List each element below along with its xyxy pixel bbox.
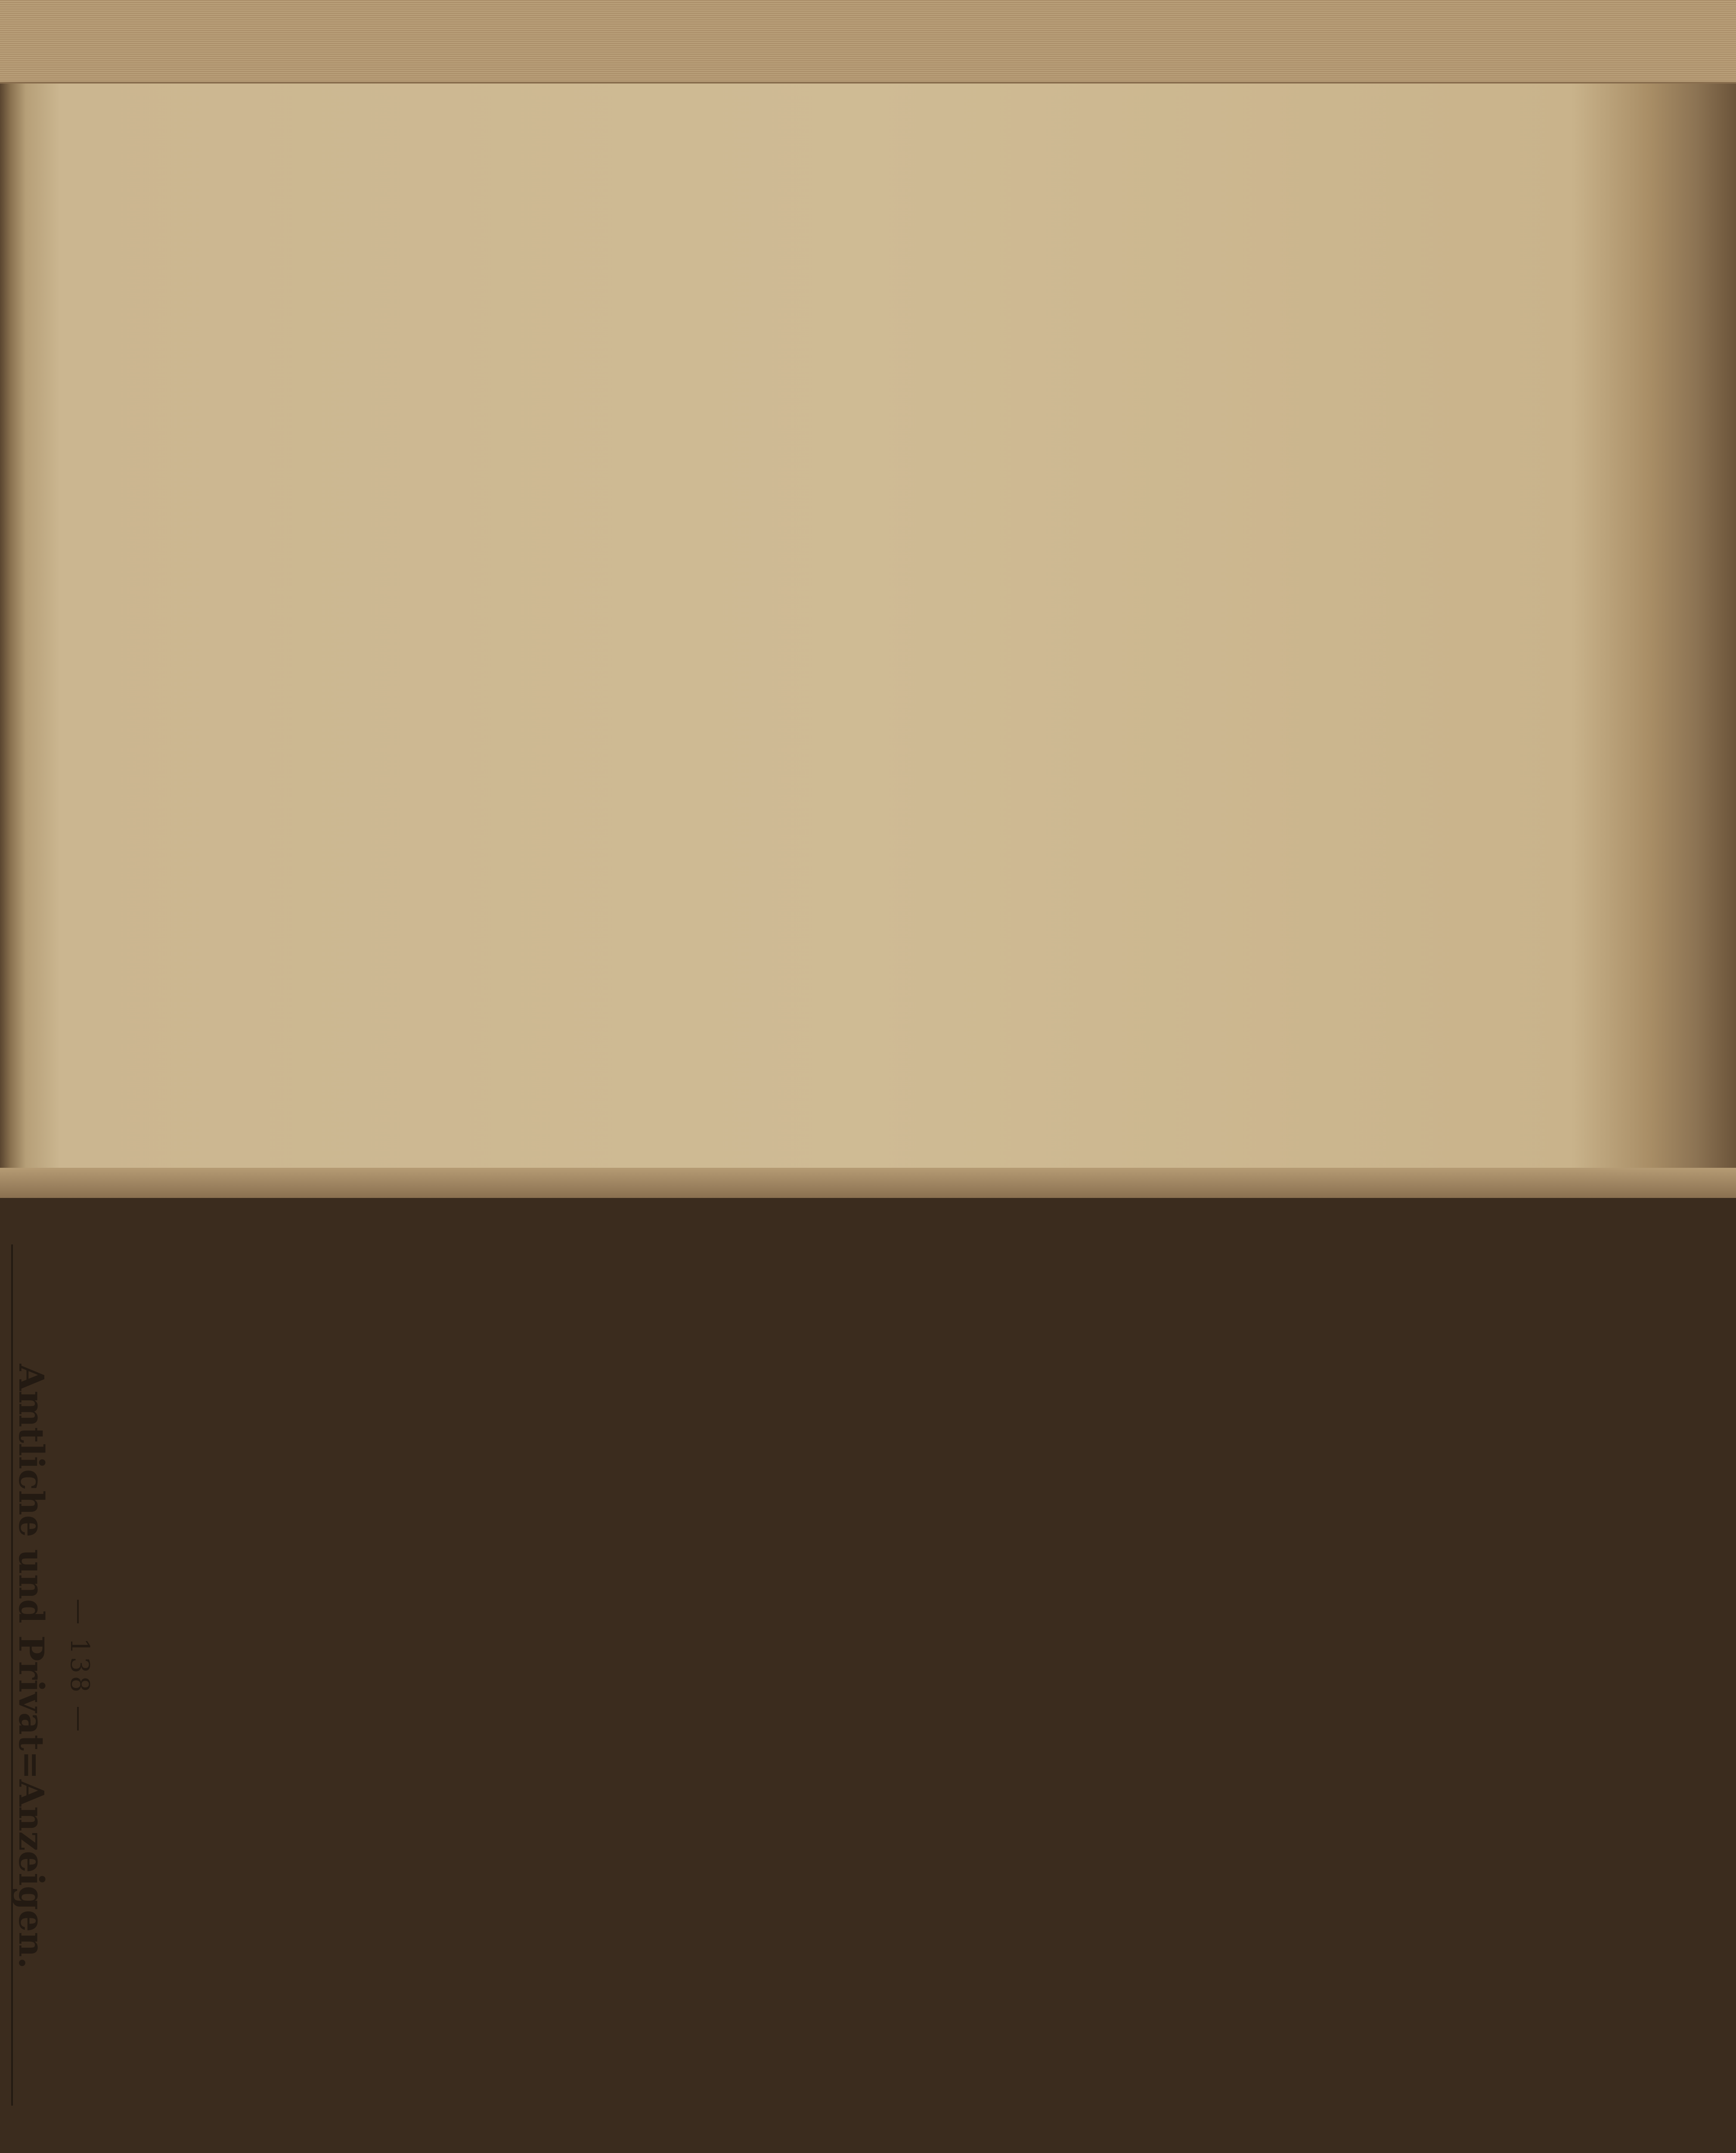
page-bottom-edge xyxy=(0,1168,1736,1198)
newspaper-page xyxy=(0,1158,103,2153)
page-number: — 138 — xyxy=(65,1598,95,1734)
header-rule xyxy=(11,1244,13,2106)
page-stack-edge xyxy=(0,0,1736,84)
page-title: Amtliche und Privat=Anzeigen. xyxy=(11,1364,52,1969)
page-header xyxy=(4,1158,103,2153)
